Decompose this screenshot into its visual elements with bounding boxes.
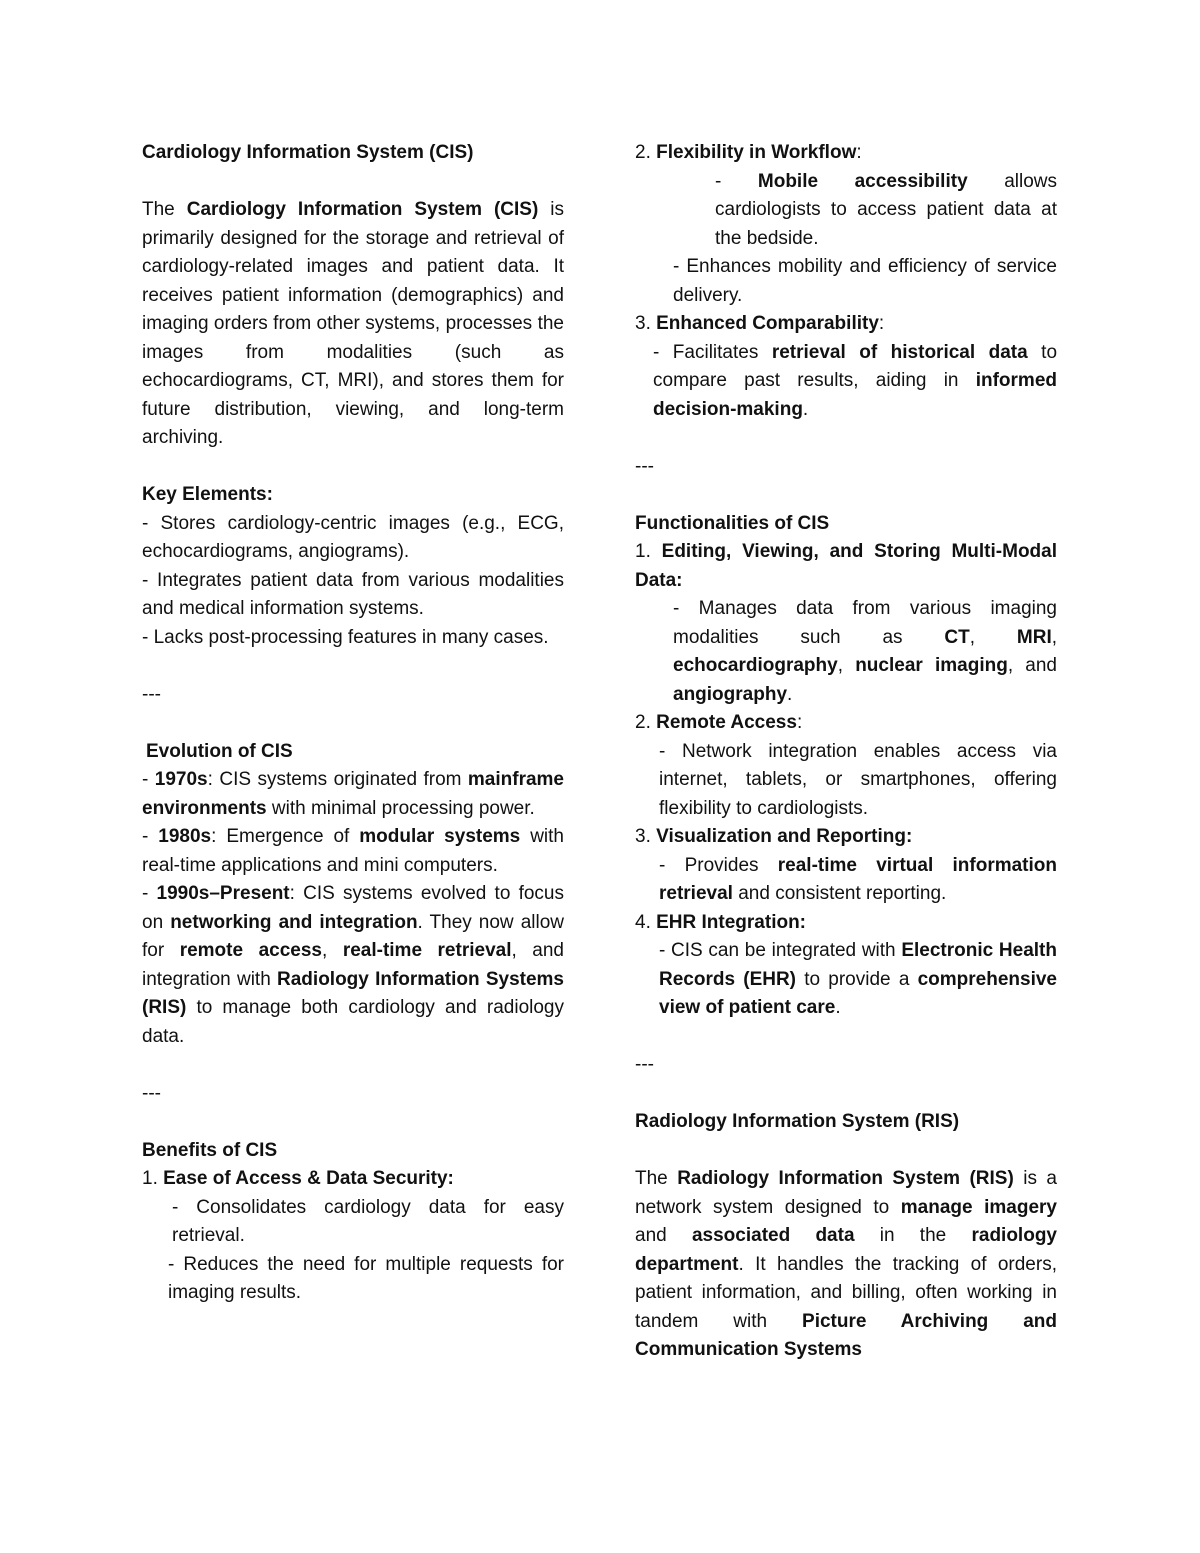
benefit-subitem: - Mobile accessibility allows cardiologists to access patient data at the bedside.: [715, 170, 1057, 249]
evolution-heading: Evolution of CIS: [146, 740, 293, 762]
cis-title: Cardiology Information System (CIS): [142, 142, 474, 163]
benefit-subitem: - Facilitates retrieval of historical data to compare past results, aiding in informed decision-making.: [653, 341, 1058, 420]
ris-intro-paragraph: The Radiology Information System (RIS) is a network system designed to manage imagery and associated data in the radiology department. It handles the tracking of orders, patient information, and billing, often working in tandem with Picture Archiving and Communication Systems: [635, 1168, 1057, 1360]
benefits-heading: Benefits of CIS: [142, 1139, 278, 1161]
functionality-item-2: 2. Remote Access:: [635, 712, 803, 733]
benefit-subitem: - Consolidates cardiology data for easy retrieval.: [172, 1196, 564, 1246]
functionality-subitem: - Manages data from various imaging modalities such as CT, MRI, echocardiography, nuclear imaging, and angiography.: [673, 598, 1058, 705]
ris-title: Radiology Information System (RIS): [635, 1111, 960, 1132]
separator: ---: [142, 1082, 161, 1104]
right-column: [635, 139, 1057, 1365]
separator: ---: [142, 683, 161, 705]
evolution-item-1990s: - 1990s–Present: CIS systems evolved to focus on networking and integration. They now allow for remote access, real-time retrieval, and integration with Radiology Information Systems (RIS) to manage both cardiology and radiology data.: [142, 883, 565, 1047]
benefit-subitem: - Reduces the need for multiple requests for imaging results.: [168, 1253, 564, 1303]
functionality-item-1: 1. Editing, Viewing, and Storing Multi-Modal Data:: [635, 541, 1057, 591]
separator: ---: [635, 455, 654, 477]
benefit-subitem: - Enhances mobility and efficiency of service delivery.: [673, 256, 1057, 306]
functionality-subitem: - CIS can be integrated with Electronic Health Records (EHR) to provide a comprehensive view of patient care.: [659, 940, 1058, 1018]
left-column: [142, 139, 564, 1308]
key-elements-heading: Key Elements:: [142, 484, 273, 505]
benefit-item-1: 1. Ease of Access & Data Security:: [142, 1168, 454, 1189]
functionalities-heading: Functionalities of CIS: [635, 512, 830, 534]
functionality-subitem: - Network integration enables access via internet, tablets, or smartphones, offering flexibility to cardiologists.: [659, 740, 1057, 819]
key-element-item: - Integrates patient data from various modalities and medical information systems.: [142, 569, 564, 619]
evolution-item-1970s: - 1970s: CIS systems originated from mainframe environments with minimal processing power.: [142, 769, 565, 819]
benefit-item-3: 3. Enhanced Comparability:: [635, 313, 885, 334]
functionality-item-4: 4. EHR Integration:: [635, 911, 807, 933]
key-element-item: - Stores cardiology-centric images (e.g., ECG, echocardiograms, angiograms).: [142, 512, 564, 562]
functionality-subitem: - Provides real-time virtual information retrieval and consistent reporting.: [659, 854, 1057, 904]
cis-intro-paragraph: The Cardiology Information System (CIS) is primarily designed for the storage and retrieval of cardiology-related images and patient data. It receives patient information (demographics) and imaging orders from other systems, processes the images from modalities (such as echocardiograms, CT, MRI), and stores them for future distribution, viewing, and long-term archiving.: [142, 199, 564, 448]
key-element-item: - Lacks post-processing features in many cases.: [142, 626, 549, 648]
functionality-item-3: 3. Visualization and Reporting:: [635, 826, 913, 847]
evolution-item-1980s: - 1980s: Emergence of modular systems with real-time applications and mini computers.: [142, 826, 564, 876]
separator: ---: [635, 1054, 654, 1075]
benefit-item-2: 2. Flexibility in Workflow:: [635, 142, 862, 163]
